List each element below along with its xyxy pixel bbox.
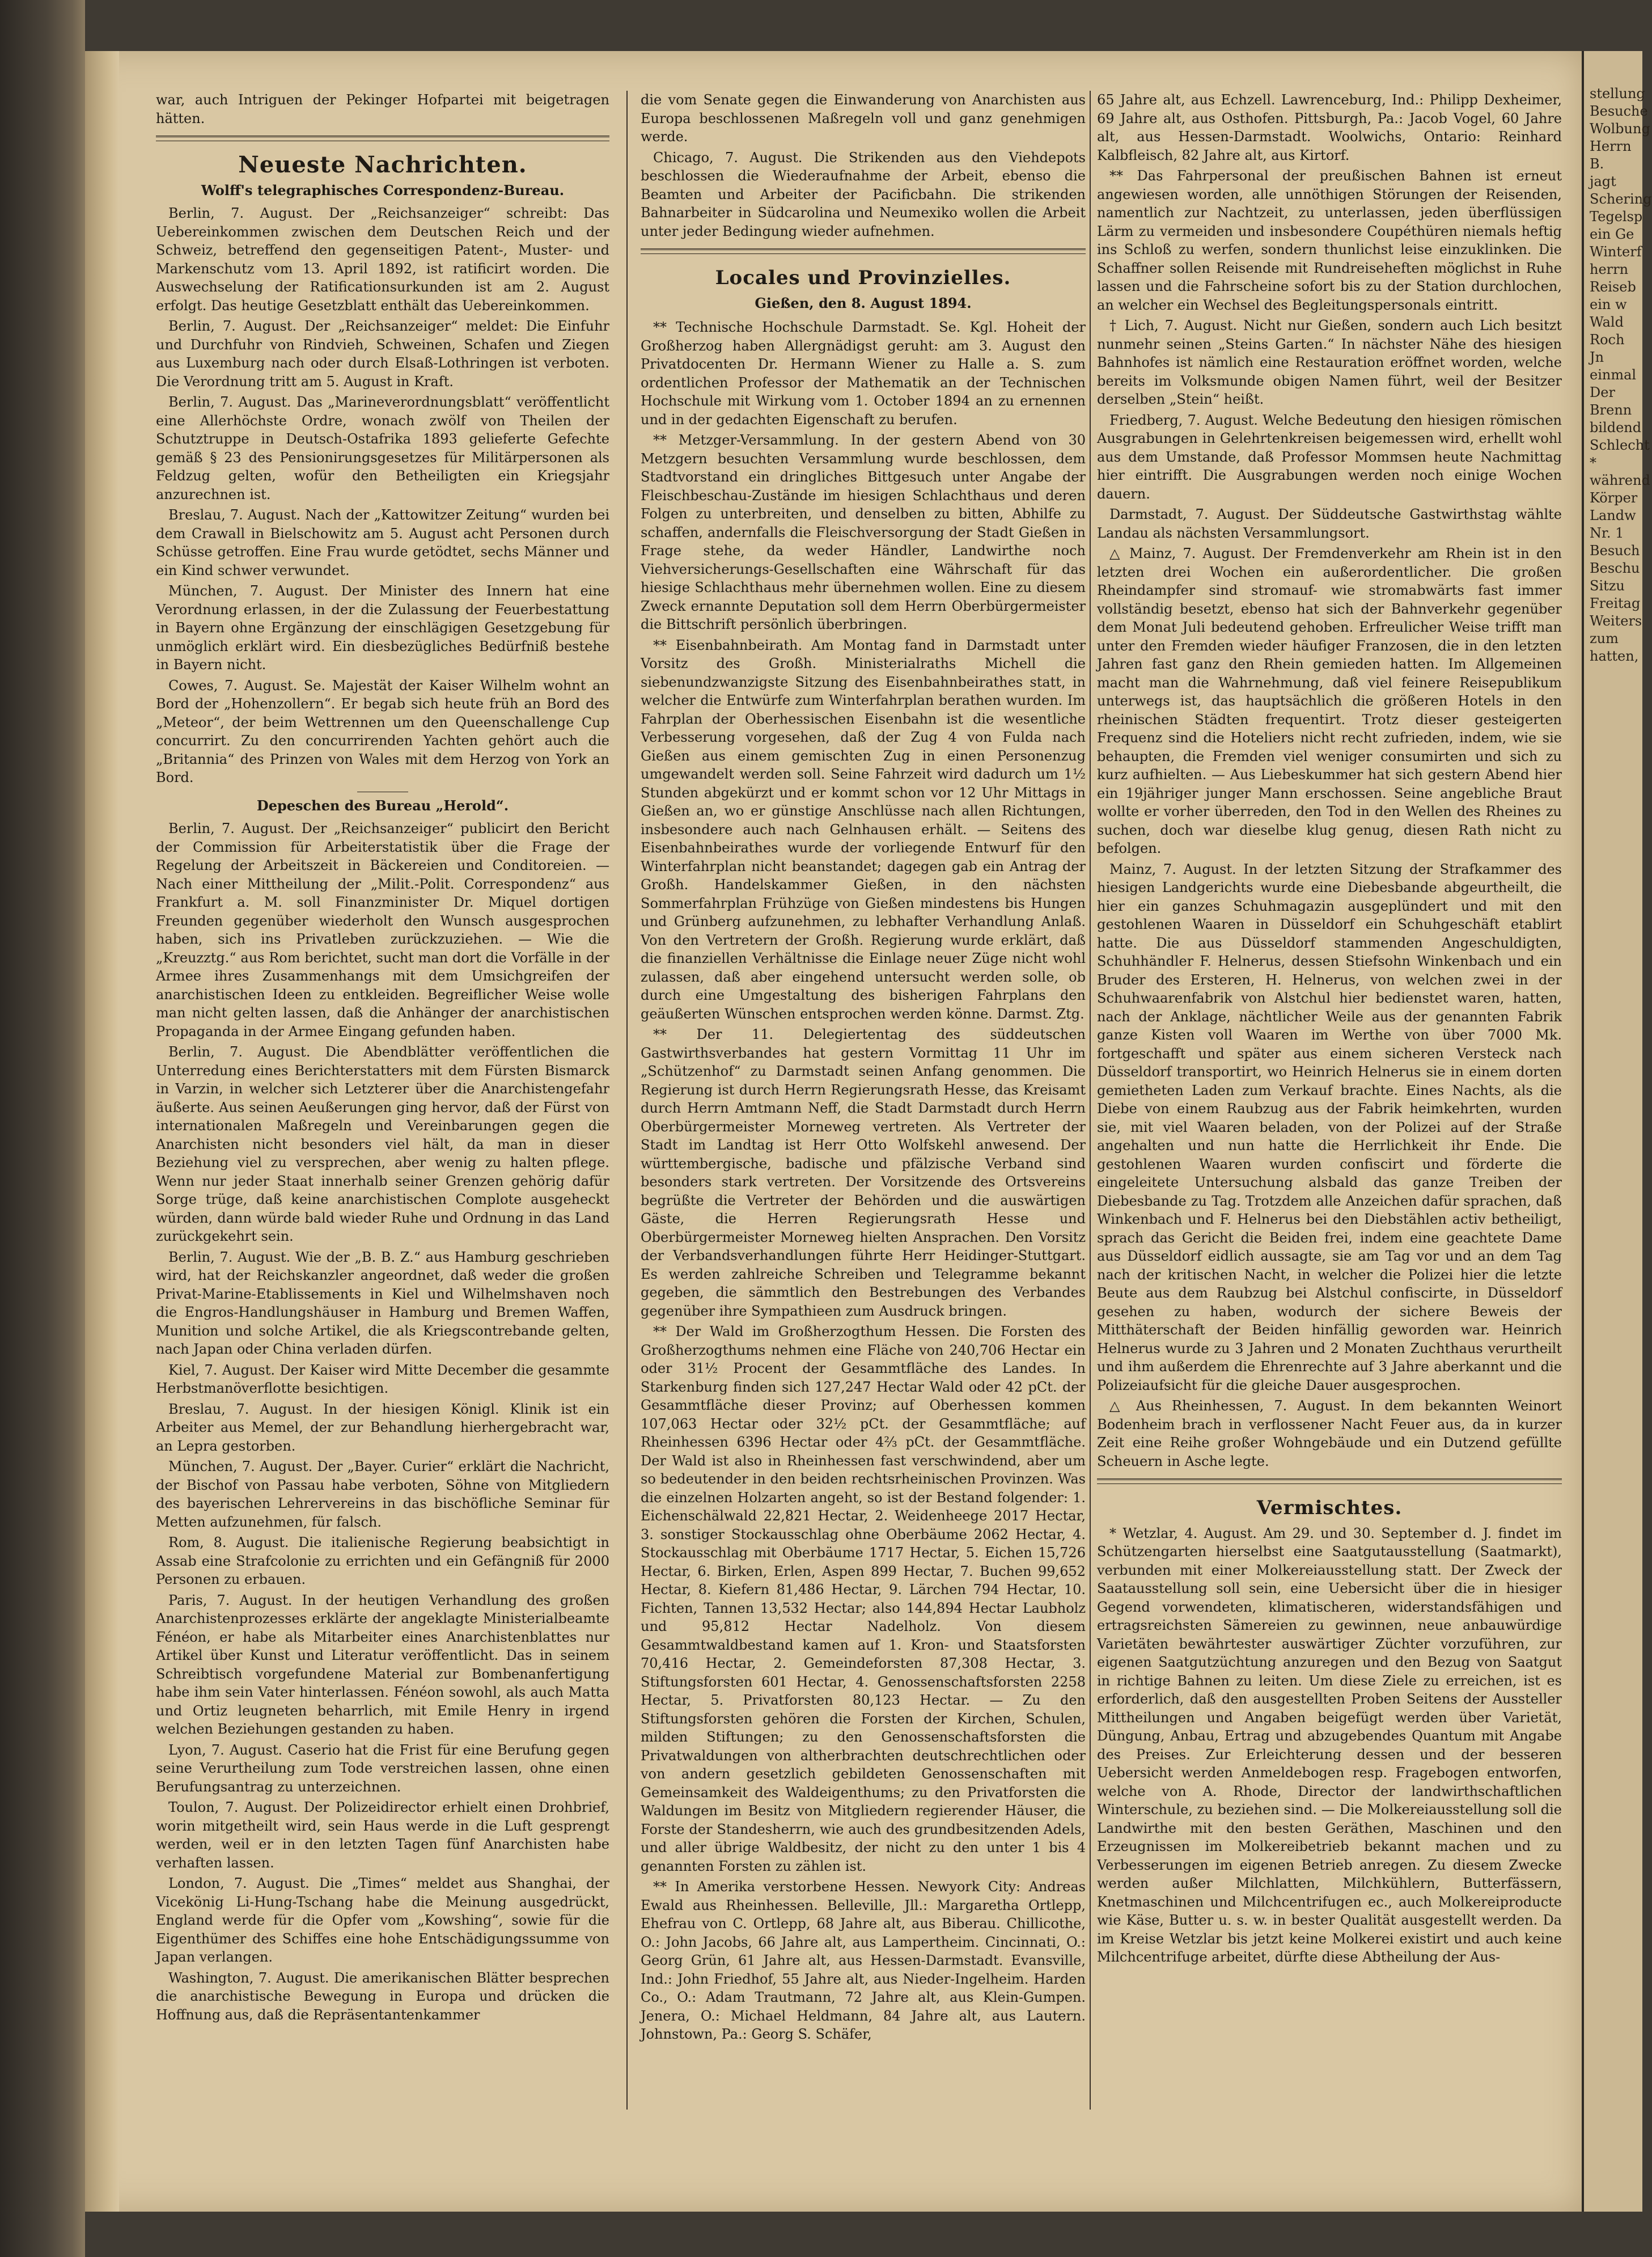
- local-paragraph: 65 Jahre alt, aus Echzell. Lawrenceburg, Ind.: Philipp Dexheimer, 69 Jahre alt, aus Osthofen. Pittsburgh, Pa.: Jacob Vogel, 60 Jahre alt, aus Hessen-Darmstadt. Woolwichs, Ontario: Reinhard Kalbfleisch, 82 Jahre alt, aus Kirtorf.: [1097, 92, 1562, 163]
- local-paragraph: ** Das Fahrpersonal der preußischen Bahnen ist erneut angewiesen worden, alle unnöthigen Störungen der Reisenden, namentlich zur Nachtzeit, zu unterlassen, jeden überflüssigen Lärm zu vermeiden und insbesondere Coupéthüren niemals heftig ins Schloß zu werfen, sondern thunlichst leise einzuklinken. Die Schaffner sollen Reisende mit Rundreiseheften möglichst in Ruhe lassen und die Fahrscheine sofort bis zu der Station durchlochen, an welcher ein Wechsel des Begleitungspersonals eintritt.: [1097, 168, 1562, 313]
- local-paragraph: ** Der Wald im Großherzogthum Hessen. Die Forsten des Großherzogthums nehmen eine Fläche von 240,706 Hectar ein oder 31½ Procent der Gesammtfläche des Landes. In Starkenburg finden sich 127,247 Hectar Wald oder 42 pCt. der Gesammtfläche dieser Provinz; auf Oberhessen kommen 107,063 Hectar oder 32½ pCt. der Gesammtfläche; auf Rheinhessen 6396 Hectar oder 4⅔ pCt. der Gesammtfläche. Der Wald ist also in Rheinhessen fast verschwindend, aber um so bedeutender in den beiden rechtsrheinischen Provinzen. Was die einzelnen Holzarten angeht, so ist der Bestand folgender: 1. Eichenschälwald 22,821 Hectar, 2. Weidenheege 2017 Hectar, 3. sonstiger Stockausschlag ohne Oberbäume 2062 Hectar, 4. Stockausschlag mit Oberbäume 1717 Hectar, 5. Eichen 15,726 Hectar, 6. Birken, Erlen, Aspen 899 Hectar, 7. Buchen 99,652 Hectar, 8. Kiefern 81,486 Hectar, 9. Lärchen 794 Hectar, 10. Fichten, Tannen 13,532 Hectar; also 144,894 Hectar Laubholz und 95,812 Hectar Nadelholz. Von diesem Gesammtwaldbestand kamen auf 1. Kron- und Staatsforsten 70,416 Hectar, 2. Gemeindeforsten 87,308 Hectar, 3. Stiftungsforsten 601 Hectar, 4. Genossenschaftsforsten 2258 Hectar, 5. Privatforsten 80,123 Hectar. — Zu den Stiftungsforsten gehören die Forsten der Kirchen, Schulen, milden Stiftungen; zu den Genossenschaftsforsten die Privatwaldungen von altherbrachten deutschrechtlichen oder von andern gesetzlich gebildeten Genossenschaften mit Gemeinsamkeit des Waldeigenthums; zu den Privatforsten die Waldungen im Besitz von Mitgliedern regierender Häuser, die Forste der Standesherrn, wie auch des grundbesitzenden Adels, und aller übrige Waldbesitz, der nicht zu den unter 1 bis 4 genannten Forsten zu zählen ist.: [641, 1324, 1086, 1874]
- news-paragraph: die vom Senate gegen die Einwanderung von Anarchisten aus Europa beschlossenen Maßregeln voll und ganz genehmigen werde.: [641, 92, 1086, 145]
- news-paragraph: Lyon, 7. August. Caserio hat die Frist für eine Berufung gegen seine Verurtheilung zum Tode verstreichen lassen, ohne einen Berufungsantrag zu unterzeichnen.: [156, 1742, 609, 1795]
- news-paragraph: Cowes, 7. August. Se. Majestät der Kaiser Wilhelm wohnt an Bord der „Hohenzollern“. Er begab sich heute früh an Bord des „Meteor“, der beim Wettrennen um den Queenschallenge Cup concurrirt. Zu den concurrirenden Yachten gehört auch die „Britannia“ des Prinzen von Wales mit dem Herzog von York an Bord.: [156, 677, 609, 785]
- column-rule-1: [626, 91, 628, 2110]
- local-paragraph: △ Mainz, 7. August. Der Fremdenverkehr am Rhein ist in den letzten drei Wochen ein außerordentlicher. Die großen Rheindampfer sind stromauf- wie stromabwärts fast immer vollständig besetzt, ebenso hat sich der Bahnverkehr gegenüber dem Monat Juli bedeutend gehoben. Erfreulicher Weise trifft man unter den Fremden wieder häufiger Franzosen, die in den letzten Jahren fast ganz den Rhein gemieden hatten. Im Allgemeinen macht man die Wahrnehmung, daß viel feinere Reisepublikum unterwegs ist, das hauptsächlich die größeren Hotels in den rheinischen Städten frequentirt. Trotz dieser gesteigerten Frequenz sind die Hoteliers nicht recht zufrieden, indem, wie sie behaupten, die Fremden viel weniger consumirten und sich zu kurz aufhielten. — Aus Liebeskummer hat sich gestern Abend hier ein 19jähriger junger Mann erschossen. Seine angebliche Braut wollte er vorher überreden, den Tod in den Wellen des Rheines zu suchen, doch war dieselbe klug genug, diesen Rath nicht zu befolgen.: [1097, 546, 1562, 856]
- page-gutter: [85, 51, 119, 2212]
- news-paragraph: Berlin, 7. August. Das „Marineverordnungsblatt“ veröffentlicht eine Allerhöchste Ordre, wonach zwölf von Theilen der Schutztruppe in Deutsch-Ostafrika 1893 gelieferte Gefechte gemäß § 23 des Pensionirungsgesetzes für Militärpersonen als Feldzug gelten, wofür den Betheiligten ein Kriegsjahr anzurechnen ist.: [156, 394, 609, 502]
- book-edge: [0, 0, 85, 2257]
- double-rule: [1097, 1478, 1562, 1484]
- news-paragraph: Berlin, 7. August. Der „Reichsanzeiger“ meldet: Die Einfuhr und Durchfuhr von Rindvieh, Schweinen, Schafen und Ziegen aus Luxemburg nach oder durch Elsaß-Lothringen ist verboten. Die Verordnung tritt am 5. August in Kraft.: [156, 318, 609, 390]
- column-1: [156, 91, 609, 2026]
- news-paragraph: Breslau, 7. August. In der hiesigen Königl. Klinik ist ein Arbeiter aus Memel, der zur Behandlung hierhergebracht war, an Lepra gestorben.: [156, 1401, 609, 1454]
- local-paragraph: ** Metzger-Versammlung. In der gestern Abend von 30 Metzgern besuchten Versammlung wurde beschlossen, dem Stadtvorstand ein dringliches Bittgesuch unter Angabe der Fleischbeschau-Zustände im hiesigen Schlachthaus und deren Folgen zu unterbreiten, und denselben zu bitten, Abhilfe zu schaffen, andernfalls die Fleischversorgung der Stadt Gießen in Frage stehe, da weder Händler, Landwirthe noch Viehversicherungs-Gesellschaften eine Währschaft für das hiesige Schlachthaus mehr übernehmen wollen. Eine zu diesem Zweck ernannte Deputation soll dem Herrn Oberbürgermeister die Bittschrift persönlich überbringen.: [641, 432, 1086, 632]
- section-heading-misc: Vermischtes.: [1256, 1497, 1403, 1519]
- herold-subheading: Depeschen des Bureau „Herold“.: [256, 797, 509, 814]
- local-paragraph: ** In Amerika verstorbene Hessen. Newyork City: Andreas Ewald aus Rheinhessen. Belleville, Jll.: Margaretha Ortlepp, Ehefrau von C. Ortlepp, 68 Jahre alt, aus Biberau. Chillicothe, O.: John Jacobs, 66 Jahre alt, aus Lampertheim. Cincinnati, O.: Georg Grün, 61 Jahre alt, aus Hessen-Darmstadt. Evansville, Ind.: John Friedhof, 55 Jahre alt, aus Nieder-Ingelheim. Harden Co., O.: Adam Trautmann, 72 Jahre alt, aus Klein-Gumpen. Jenera, O.: Michael Heldmann, 84 Jahre alt, aus Lautern. Johnstown, Pa.: Georg S. Schäfer,: [641, 1879, 1086, 2042]
- news-paragraph: Kiel, 7. August. Der Kaiser wird Mitte December die gesammte Herbstmanöverflotte besichtigen.: [156, 1362, 609, 1396]
- double-rule: [156, 136, 609, 141]
- local-paragraph: △ Aus Rheinhessen, 7. August. In dem bekannten Weinort Bodenheim brach in verflossener Nacht Feuer aus, da in kurzer Zeit eine Reihe großer Wohngebäude und ein Dutzend gefüllte Scheuern in Asche legte.: [1097, 1398, 1562, 1469]
- local-paragraph: ** Technische Hochschule Darmstadt. Se. Kgl. Hoheit der Großherzog haben Allergnädigst geruht: am 3. August den Privatdocenten Dr. Hermann Wiener zu Halle a. S. zum ordentlichen Professor der Mathematik an der Technischen Hochschule mit Wirkung vom 1. October 1894 an zu ernennen und in der gedachten Eigenschaft zu berufen.: [641, 319, 1086, 428]
- news-paragraph: Berlin, 7. August. Die Abendblätter veröffentlichen die Unterredung eines Berichterstatters mit dem Fürsten Bismarck in Varzin, in welcher sich Letzterer über die Anarchistengefahr äußerte. Aus seinen Aeußerungen ging hervor, daß der Fürst von internationalen Maßregeln und Vereinbarungen gegen die Anarchisten nicht besonders viel hält, da man in dieser Beziehung viel zu versprechen, aber wenig zu halten pflege. Wenn nur jeder Staat innerhalb seiner Grenzen gehörig dafür Sorge trüge, daß keine anarchistischen Complote ausgeheckt würden, dann würde bald wieder Ruhe und Ordnung in das Land zurückgekehrt sein.: [156, 1044, 609, 1244]
- news-paragraph: Paris, 7. August. In der heutigen Verhandlung des großen Anarchistenprozesses erklärte der angeklagte Ministerialbeamte Fénéon, er habe als Mitarbeiter eines Anarchistenblattes nur Artikel über Kunst und Literatur veröffentlicht. Das in seinem Schreibtisch vorgefundene Material zur Bombenanfertigung habe ihm sein Vater hinterlassen. Fénéon sowohl, als auch Matta und Ortiz leugneten beharrlich, mit Emile Henry in irgend welchen Beziehungen gestanden zu haben.: [156, 1592, 609, 1737]
- double-rule: [641, 248, 1086, 254]
- news-paragraph: München, 7. August. Der Minister des Innern hat eine Verordnung erlassen, in der die Zulassung der Feuerbestattung in Bayern ohne Ergänzung der einschlägigen Gesetzgebung für unmöglich erklärt wird. Ein diesbezügliches Bedürfniß bestehe in Bayern nicht.: [156, 583, 609, 673]
- news-paragraph: Berlin, 7. August. Wie der „B. B. Z.“ aus Hamburg geschrieben wird, hat der Reichskanzler angeordnet, daß weder die großen Privat-Marine-Etablissements in Kiel und Wilhelmshaven noch die Engros-Handlungshäuser in Hamburg und Bremen Waffen, Munition und solche Artikel, die als Kriegscontrebande gelten, nach Japan oder China verladen dürfen.: [156, 1249, 609, 1357]
- local-paragraph: ** Eisenbahnbeirath. Am Montag fand in Darmstadt unter Vorsitz des Großh. Ministerialraths Michell die siebenundzwanzigste Sitzung des Eisenbahnbeirathes statt, in welcher die Entwürfe zum Winterfahrplan berathen wurden. Im Fahrplan der Oberhessischen Eisenbahn ist die wesentliche Verbesserung vorgesehen, daß der Zug 4 von Fulda nach Gießen aus einem gemischten Zug in einen Personenzug umgewandelt werden soll. Seine Fahrzeit wird dadurch um 1½ Stunden abgekürzt und er kommt schon vor 12 Uhr Mittags in Gießen an, wo er günstige Anschlüsse nach allen Richtungen, insbesondere auch nach Gelnhausen erhält. — Seitens des Eisenbahnbeirathes wurde der vorliegende Entwurf für den Winterfahrplan nicht beanstandet; dagegen gab ein Antrag der Großh. Handelskammer Gießen, in den nächsten Sommerfahrplan Frühzüge von Gießen mindestens bis Hungen und Grünberg aufzunehmen, zu lebhafter Verhandlung Anlaß. Von den Vertretern der Großh. Regierung wurde erklärt, daß die finanziellen Verhältnisse die Einlage neuer Züge nicht wohl zulassen, daß aber eingehend untersucht werden solle, ob durch eine Umgestaltung des bisherigen Fahrplans den geäußerten Wünschen entsprochen werden könne. Darmst. Ztg.: [641, 637, 1086, 1022]
- section-heading-news: Neueste Nachrichten.: [238, 151, 527, 178]
- news-paragraph: London, 7. August. Die „Times“ meldet aus Shanghai, der Vicekönig Li-Hung-Tschang habe die Meinung ausgedrückt, England werde für die Opfer vom „Kowshing“, sowie für die Eigenthümer des Schiffes eine hohe Entschädigungssumme von Japan verlangen.: [156, 1875, 609, 1965]
- bureau-subheading: Wolff's telegraphisches Correspondenz-Bureau.: [201, 181, 565, 198]
- local-paragraph: Friedberg, 7. August. Welche Bedeutung den hiesigen römischen Ausgrabungen in Gelehrtenkreisen beigemessen wird, erhellt wohl aus dem Umstande, daß Professor Mommsen heute Nachmittag hier eintrifft. Die Ausgrabungen werden noch einige Wochen dauern.: [1097, 412, 1562, 502]
- column-3: [1097, 91, 1562, 1969]
- misc-paragraph: * Wetzlar, 4. August. Am 29. und 30. September d. J. findet im Schützengarten hierselbst eine Saatgutausstellung (Saatmarkt), verbunden mit einer Molkereiausstellung statt. Der Zweck der Saatausstellung soll sein, eine Uebersicht über die in hiesiger Gegend vorwendeten, klimatischeren, widerstandsfähigen und ertragsreichsten Sämereien zu gewinnen, neue anbauwürdige Varietäten bewährtester auswärtiger Züchter vorzuführen, zur eigenen Saatgutzüchtung anzuregen und den Bezug von Saatgut in richtige Bahnen zu leiten. Um diese Ziele zu erreichen, ist es erforderlich, daß den ausgestellten Proben Seitens der Aussteller Mittheilungen und Angaben beigefügt werden über Varietät, Düngung, Anbau, Ertrag und abzugebendes Quantum mit Angabe des Preises. Zur Erleichterung dessen und der besseren Uebersicht werden Anmeldebogen resp. Fragebogen entworfen, welche von A. Rhode, Director der landwirthschaftlichen Winterschule, zu beziehen sind. — Die Molkereiausstellung soll die Landwirthe mit den besten Geräthen, Maschinen und den Erzeugnissen im Molkereibetrieb bekannt machen und zu Verbesserungen im eigenen Betrieb anregen. Zu diesem Zwecke werden außer Milchlatten, Milchkühlern, Butterfässern, Knetmaschinen und Milchcentrifugen ec., auch Molkereiproducte wie Käse, Butter u. s. w. in bester Qualität ausgestellt werden. Da im Kreise Wetzlar bis jetzt keine Molkerei existirt und auch keine Milchcentrifuge arbeitet, dürfte diese Abtheilung der Aus-: [1097, 1525, 1562, 1965]
- local-paragraph: ** Der 11. Delegiertentag des süddeutschen Gastwirthsverbandes hat gestern Vormittag 11 Uhr im „Schützenhof“ zu Darmstadt seinen Anfang genommen. Die Regierung ist durch Herrn Regierungsrath Hesse, das Kreisamt durch Herrn Amtmann Neff, die Stadt Darmstadt durch Herrn Oberbürgermeister Morneweg vertreten. Als Vertreter der Stadt im Landtag ist Herr Otto Wolfskehl anwesend. Der württembergische, badische und pfälzische Verband sind besonders stark vertreten. Der Vorsitzende des Ortsvereins begrüßte die Vertreter der Behörden und die auswärtigen Gäste, die Herren Regierungsrath Hesse und Oberbürgermeister Morneweg hielten Ansprachen. Den Vorsitz der Verbandsverhandlungen führte Herr Heidinger-Stuttgart. Es werden zahlreiche Schreiben und Telegramme bekannt gegeben, die sämmtlich den Bestrebungen des Verbandes gegenüber ihre Sympathieen zum Ausdruck bringen.: [641, 1026, 1086, 1319]
- news-paragraph: Toulon, 7. August. Der Polizeidirector erhielt einen Drohbrief, worin mitgetheilt wird, sein Haus werde in die Luft gesprengt werden, weil er in den letzten Tagen fünf Anarchisten habe verhaften lassen.: [156, 1799, 609, 1871]
- local-paragraph: Mainz, 7. August. In der letzten Sitzung der Strafkammer des hiesigen Landgerichts wurde eine Diebesbande abgeurtheilt, die hier ein ganzes Schuhmagazin ausgeplündert und mit den gestohlenen Waaren in Düsseldorf ein Schuhgeschäft etablirt hatte. Die aus Düsseldorf stammenden Angeschuldigten, Schuhhändler F. Helnerus, dessen Stiefsohn Winkenbach und ein Bruder des Ersteren, H. Helnerus, von welchen zwei in der Schuhwaarenfabrik von Alstchul hier bedienstet waren, hatten, nach der Anklage, nächtlicher Weile aus der genannten Fabrik ganze Kisten voll Waaren im Werthe von über 7000 Mk. fortgeschafft und später aus einem sicheren Versteck nach Düsseldorf transportirt, wo Heinrich Helnerus sie in einem dorten gemietheten Laden zum Verkauf brachte. Eines Nachts, als die Diebe von einem Raubzug aus der Fabrik heimkehrten, wurden sie, mit viel Waaren beladen, von der Polizei auf der Straße angehalten und nun hatte die Herrlichkeit ihr Ende. Die gestohlenen Waaren wurden confiscirt und förderte die eingeleitete Untersuchung alsbald das ganze Treiben der Diebesbande zu Tag. Trotzdem alle Anzeichen dafür sprachen, daß Winkenbach und F. Helnerus bei den Diebstählen activ betheiligt, sprach das Gericht die Beiden frei, indem eine geachtete Dame aus Düsseldorf eidlich aussagte, sie am Tag vor und an dem Tag nach der kritischen Nacht, in welcher die Polizei hier die letzte Beute aus dem Raubzug bei Alstchul confiscirte, in Düsseldorf gesehen zu haben, wodurch der sichere Beweis der Mitthäterschaft der Beiden hinfällig geworden war. Heinrich Helnerus wurde zu 3 Jahren und 2 Monaten Zuchthaus verurtheilt und ihm außerdem die Ehrenrechte auf 3 Jahre aberkannt und die Polizeiaufsicht für die gleiche Dauer ausgesprochen.: [1097, 861, 1562, 1393]
- news-paragraph: Berlin, 7. August. Der „Reichsanzeiger“ publicirt den Bericht der Commission für Arbeiterstatistik über die Frage der Regelung der Arbeitszeit in Bäckereien und Conditoreien. — Nach einer Mittheilung der „Milit.-Polit. Correspondenz“ aus Frankfurt a. M. soll Finanzminister Dr. Miquel dortigen Freunden gegenüber wiederholt den Wunsch ausgesprochen haben, sich ins Privatleben zurückzuziehen. — Wie die „Kreuzztg.“ aus Rom berichtet, sucht man dort die Vorfälle in der Armee ihres Zusammenhangs mit dem Umsichgreifen der anarchistischen Ideen zu entkleiden. Begreiflicher Weise wolle man nicht gelten lassen, daß die Anhänger der anarchistischen Propaganda in der Armee Eingang gefunden haben.: [156, 821, 609, 1039]
- section-heading-local: Locales und Provinzielles.: [715, 267, 1011, 289]
- intro-text: war, auch Intriguen der Pekinger Hofpartei mit beigetragen hätten.: [156, 92, 609, 126]
- local-paragraph: † Lich, 7. August. Nicht nur Gießen, sondern auch Lich besitzt nunmehr seinen „Steins Garten.“ In nächster Nähe des hiesigen Bahnhofes ist nämlich eine Restauration eröffnet worden, welche bereits im Volksmunde obigen Namen führt, weil der Besitzer derselben „Stein“ heißt.: [1097, 318, 1562, 407]
- dateline: Gießen, den 8. August 1894.: [755, 294, 972, 311]
- local-paragraph: Darmstadt, 7. August. Der Süddeutsche Gastwirthstag wählte Landau als nächsten Versammlungsort.: [1097, 506, 1562, 541]
- news-paragraph: Chicago, 7. August. Die Strikenden aus den Viehdepots beschlossen die Wiederaufnahme der Arbeit, ebenso die Beamten und Arbeiter der Pacificbahn. Die strikenden Bahnarbeiter in Südcarolina und Neumexiko wollen die Arbeit unter jeder Bedingung wieder aufnehmen.: [641, 149, 1086, 239]
- news-paragraph: Washington, 7. August. Die amerikanischen Blätter besprechen die anarchistische Bewegung in Europa und drücken die Hoffnung aus, daß die Repräsentantenkammer: [156, 1969, 609, 2023]
- column-rule-2: [1090, 91, 1091, 2110]
- news-paragraph: Berlin, 7. August. Der „Reichsanzeiger“ schreibt: Das Uebereinkommen zwischen dem Deutschen Reich und der Schweiz, betreffend den gegenseitigen Patent-, Muster- und Markenschutz vom 13. April 1892, ist ratificirt worden. Die Auswechselung der Ratificationsurkunden ist am 2. August erfolgt. Das heutige Gesetzblatt enthält das Uebereinkommen.: [156, 205, 609, 314]
- adjacent-page-text: stellung Besuche Wolbung Herrn B. jagt Schering Tegelsp ein Ge Winterf herrn Reiseb ein w Wald Roch Jn einmal Der Brenn bildend Schlecht * während Körper Landw Nr. 1 Besuch Beschu Sitzu Freitag Weiters zum hatten,: [1590, 86, 1652, 664]
- news-paragraph: Rom, 8. August. Die italienische Regierung beabsichtigt in Assab eine Strafcolonie zu errichten und ein Gefängniß für 2000 Personen zu erbauen.: [156, 1535, 609, 1587]
- adjacent-page-edge: [1582, 51, 1652, 2212]
- news-paragraph: Breslau, 7. August. Nach der „Kattowitzer Zeitung“ wurden bei dem Crawall in Bielschowitz am 5. August acht Personen durch Schüsse getroffen. Eine Frau wurde getödtet, sechs Männer und ein Kind schwer verwundet.: [156, 507, 609, 578]
- news-paragraph: München, 7. August. Der „Bayer. Curier“ erklärt die Nachricht, der Bischof von Passau habe verboten, Söhne von Mitgliedern des bayerischen Lehrervereins in das bischöfliche Seminar für Metten aufzunehmen, für falsch.: [156, 1459, 609, 1530]
- column-2: [641, 91, 1086, 2046]
